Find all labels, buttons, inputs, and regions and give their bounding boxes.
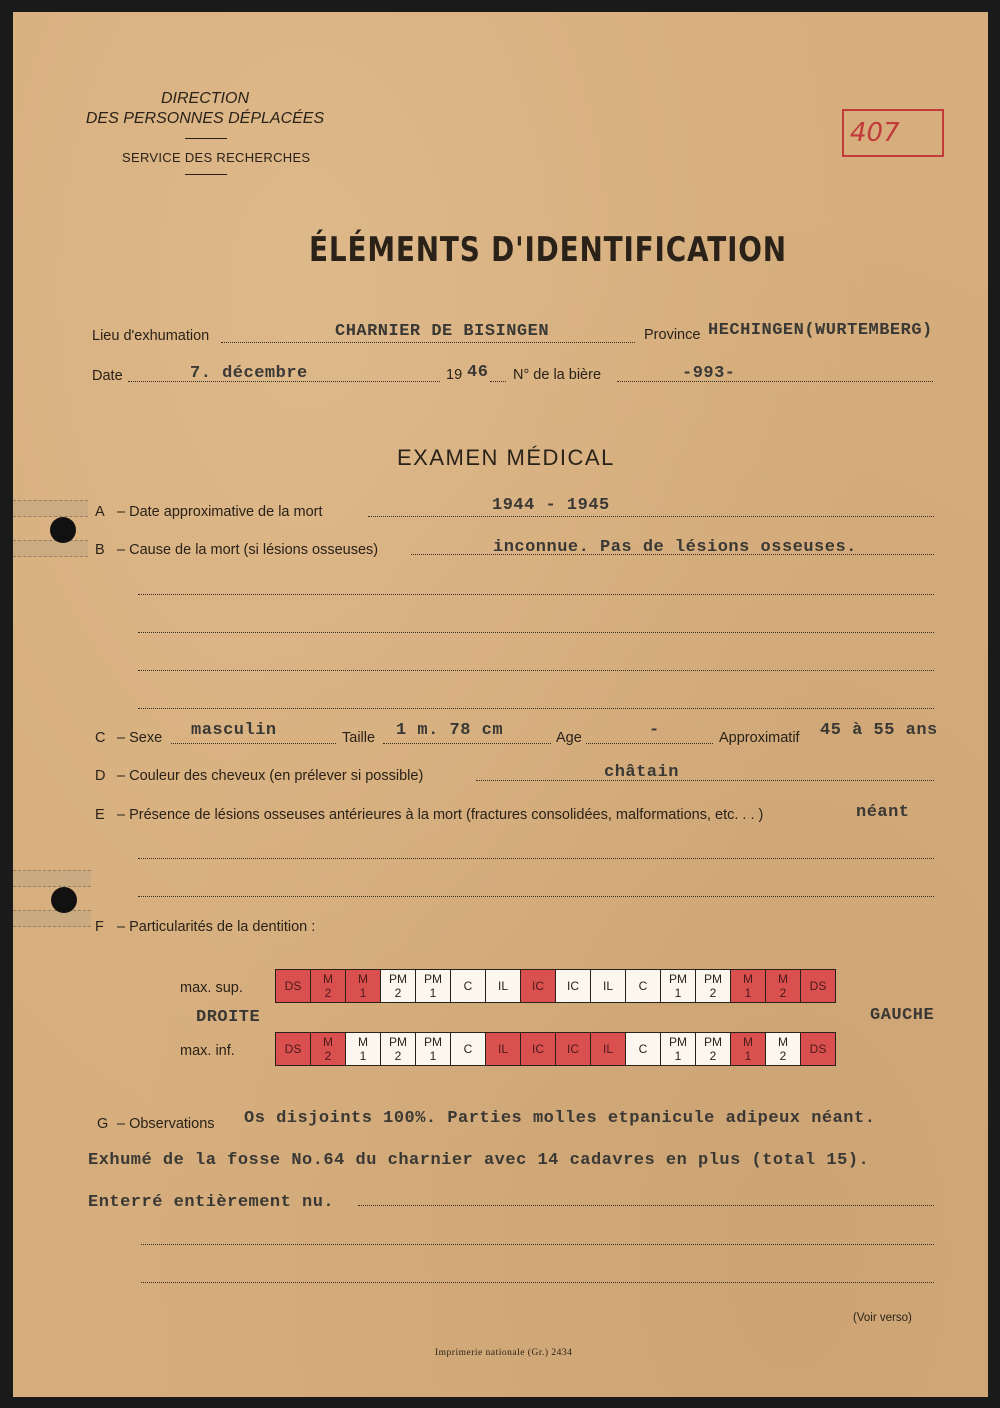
- date-value: 7. décembre: [190, 364, 308, 383]
- tooth-number: 2: [324, 986, 332, 1000]
- upper-tooth-cell: [556, 970, 591, 1003]
- item-a-label: Date approximative de la mort: [129, 504, 323, 520]
- tooth-code: C: [463, 1042, 473, 1056]
- number-stamp: 407: [842, 109, 944, 157]
- exam-title: EXAMEN MÉDICAL: [397, 445, 615, 470]
- item-d-letter: D: [95, 768, 106, 784]
- item-d-value: châtain: [604, 763, 679, 782]
- droite-label: DROITE: [196, 1008, 261, 1027]
- upper-tooth-cell: [591, 970, 626, 1003]
- fill-line: [171, 743, 336, 744]
- lower-tooth-cell: [626, 1033, 661, 1066]
- tooth-code: IL: [497, 1042, 508, 1056]
- item-e-label: Présence de lésions osseuses antérieures à la mort (fractures consolidées, malformations, etc. . . ): [129, 807, 764, 823]
- upper-tooth-cell: [416, 970, 451, 1003]
- item-g-letter: G: [97, 1116, 109, 1132]
- tooth-number: 1: [674, 1049, 682, 1063]
- item-b-label: Cause de la mort (si lésions osseuses): [129, 542, 379, 558]
- item-e-letter: E: [95, 807, 105, 823]
- tooth-number: 2: [779, 986, 787, 1000]
- tooth-number: 1: [744, 986, 752, 1000]
- tooth-number: 2: [394, 986, 402, 1000]
- tooth-code: DS: [809, 979, 827, 993]
- tooth-code: IC: [567, 979, 579, 993]
- observation-line-1: Os disjoints 100%. Parties molles etpanicule adipeux néant.: [244, 1109, 876, 1128]
- lower-tooth-cell: [661, 1033, 696, 1066]
- tooth-code: DS: [284, 1042, 302, 1056]
- tooth-code: M: [323, 1035, 333, 1049]
- observation-line-2: Exhumé de la fosse No.64 du charnier avec 14 cadavres en plus (total 15).: [88, 1151, 870, 1170]
- printer-imprint: Imprimerie nationale (Gr.) 2434: [435, 1348, 573, 1358]
- blank-line: [138, 708, 934, 709]
- tooth-code: C: [463, 979, 473, 993]
- lieu-value: CHARNIER DE BISINGEN: [335, 322, 550, 341]
- tooth-number: 2: [709, 986, 717, 1000]
- gauche-label: GAUCHE: [870, 1006, 935, 1025]
- tooth-number: 1: [429, 986, 437, 1000]
- lower-tooth-cell: [766, 1033, 801, 1066]
- blank-line: [138, 594, 934, 595]
- tooth-number: 1: [744, 1049, 752, 1063]
- form-sheet: DIRECTION DES PERSONNES DÉPLACÉES SERVICE DES RECHERCHES 407 ÉLÉMENTS D'IDENTIFICATION Lieu d'exhumation CHARNIER DE BISINGEN Province HECHINGEN(WURTEMBERG) Date 7. décembre 19 46 N° de la bière -993- EXAMEN MÉDICAL A – Date approximative de la mort 1944 - 1945 B – Cause de la mort (si lésions osseuses) inconnue. Pas de lésions osseuses. C – Sexe masculin Taille 1 m. 78 cm Age - Approximatif 45 à 55 ans D – Couleur des cheveux (en prélever si possible) châtain E – Présence de lésions osseuses antérieures à la mort (fractures consolidées, malformations, etc. . . ) néant F – Particularités de la dentition : max. sup. DS M 2 M 1 PM 2 PM 1 C IL IC IC IL C PM 1 PM 2 M 1 M 2 DS DROITE GAUCHE max. inf. DS M 2 M 1 PM 2 PM 1 C IL IC IC IL C PM 1 PM 2 M 1 M 2 DS G – Observations Os disjoints 100%. Parties molles etpanicule adipeux néant. Exhumé de la fosse No.64 du charnier avec 14 cadavres en plus (total 15). Enterré entièrement nu. (Voir verso) Imprimerie nationale (Gr.) 2434: [13, 12, 988, 1397]
- lower-tooth-cell: [801, 1033, 836, 1066]
- approx-value: 45 à 55 ans: [820, 721, 938, 740]
- observations-label: Observations: [129, 1116, 215, 1132]
- tooth-code: IC: [567, 1042, 579, 1056]
- binder-tape: [13, 540, 88, 557]
- date-label: Date: [92, 368, 123, 384]
- blank-line: [138, 632, 934, 633]
- tooth-code: M: [778, 1035, 788, 1049]
- tooth-code: IC: [532, 1042, 544, 1056]
- item-a-value: 1944 - 1945: [492, 496, 610, 515]
- biere-value: -993-: [682, 364, 736, 383]
- header-divider: [185, 138, 227, 139]
- upper-tooth-cell: [661, 970, 696, 1003]
- lieu-label: Lieu d'exhumation: [92, 328, 210, 344]
- taille-value: 1 m. 78 cm: [396, 721, 504, 740]
- tooth-code: IL: [602, 1042, 613, 1056]
- upper-tooth-cell: [381, 970, 416, 1003]
- punch-hole: [51, 887, 77, 913]
- year-suffix: 46: [467, 363, 489, 382]
- tooth-code: M: [358, 972, 368, 986]
- lower-tooth-cell: [731, 1033, 766, 1066]
- upper-tooth-cell: [276, 970, 311, 1003]
- item-f-letter: F: [95, 919, 104, 935]
- punch-hole: [50, 517, 76, 543]
- lower-teeth-chart: [275, 1032, 836, 1066]
- fill-line: [358, 1205, 934, 1206]
- item-d-label: Couleur des cheveux (en prélever si possible): [129, 768, 424, 784]
- item-b-letter: B: [95, 542, 105, 558]
- tooth-code: C: [638, 979, 648, 993]
- age-value: -: [649, 721, 660, 740]
- tooth-number: 1: [359, 986, 367, 1000]
- biere-label: N° de la bière: [513, 367, 602, 383]
- upper-tooth-cell: [311, 970, 346, 1003]
- tooth-code: DS: [809, 1042, 827, 1056]
- tooth-code: PM: [669, 1035, 687, 1049]
- upper-tooth-cell: [626, 970, 661, 1003]
- tooth-number: 1: [429, 1049, 437, 1063]
- province-value: HECHINGEN(WURTEMBERG): [708, 321, 933, 340]
- fill-line: [617, 381, 933, 382]
- tooth-code: PM: [389, 1035, 407, 1049]
- tooth-code: M: [323, 972, 333, 986]
- item-f-label: Particularités de la dentition :: [129, 919, 316, 935]
- tooth-number: 1: [674, 986, 682, 1000]
- upper-tooth-cell: [521, 970, 556, 1003]
- lower-tooth-cell: [276, 1033, 311, 1066]
- org-line-1: DIRECTION: [161, 90, 249, 107]
- upper-teeth-chart: [275, 969, 836, 1003]
- blank-line: [138, 896, 934, 897]
- upper-tooth-cell: [696, 970, 731, 1003]
- tooth-code: C: [638, 1042, 648, 1056]
- fill-line: [368, 516, 934, 517]
- tooth-code: PM: [424, 1035, 442, 1049]
- max-sup-label: max. sup.: [180, 980, 243, 996]
- sexe-value: masculin: [191, 721, 277, 740]
- age-label: Age: [556, 730, 582, 746]
- blank-line: [138, 670, 934, 671]
- item-e-value: néant: [856, 803, 910, 822]
- blank-line: [141, 1244, 934, 1245]
- sexe-label: Sexe: [129, 730, 163, 746]
- lower-tooth-cell: [556, 1033, 591, 1066]
- item-a-letter: A: [95, 504, 105, 520]
- tooth-code: PM: [704, 972, 722, 986]
- upper-tooth-cell: [766, 970, 801, 1003]
- blank-line: [138, 858, 934, 859]
- tooth-code: PM: [669, 972, 687, 986]
- upper-tooth-cell: [451, 970, 486, 1003]
- tooth-code: M: [743, 972, 753, 986]
- upper-tooth-cell: [801, 970, 836, 1003]
- tooth-number: 2: [709, 1049, 717, 1063]
- voir-verso: (Voir verso): [853, 1312, 912, 1324]
- blank-line: [141, 1282, 934, 1283]
- tooth-number: 1: [359, 1049, 367, 1063]
- tooth-number: 2: [324, 1049, 332, 1063]
- header-divider: [185, 174, 227, 175]
- tooth-code: IL: [497, 979, 508, 993]
- page-title: ÉLÉMENTS D'IDENTIFICATION: [309, 230, 787, 270]
- tooth-code: IL: [602, 979, 613, 993]
- upper-tooth-cell: [486, 970, 521, 1003]
- lower-tooth-cell: [591, 1033, 626, 1066]
- binder-tape: [13, 500, 88, 517]
- tooth-code: M: [743, 1035, 753, 1049]
- fill-line: [383, 743, 551, 744]
- tooth-number: 2: [394, 1049, 402, 1063]
- tooth-number: 2: [779, 1049, 787, 1063]
- lower-tooth-cell: [381, 1033, 416, 1066]
- approx-label: Approximatif: [719, 730, 800, 746]
- lower-tooth-cell: [696, 1033, 731, 1066]
- binder-tape: [13, 910, 91, 927]
- item-c-letter: C: [95, 730, 106, 746]
- province-label: Province: [644, 327, 701, 343]
- fill-line: [586, 743, 713, 744]
- fill-line: [476, 780, 934, 781]
- tooth-code: PM: [424, 972, 442, 986]
- lower-tooth-cell: [416, 1033, 451, 1066]
- binder-tape: [13, 870, 91, 887]
- org-line-2: DES PERSONNES DÉPLACÉES: [85, 110, 325, 127]
- tooth-code: DS: [284, 979, 302, 993]
- lower-tooth-cell: [311, 1033, 346, 1066]
- year-prefix: 19: [446, 367, 463, 383]
- tooth-code: IC: [532, 979, 544, 993]
- tooth-code: M: [778, 972, 788, 986]
- tooth-code: M: [358, 1035, 368, 1049]
- fill-line: [490, 381, 506, 382]
- max-inf-label: max. inf.: [180, 1043, 235, 1059]
- tooth-code: PM: [389, 972, 407, 986]
- item-b-value: inconnue. Pas de lésions osseuses.: [493, 538, 857, 557]
- observation-line-3: Enterré entièrement nu.: [88, 1193, 335, 1212]
- lower-tooth-cell: [346, 1033, 381, 1066]
- lower-tooth-cell: [486, 1033, 521, 1066]
- tooth-code: PM: [704, 1035, 722, 1049]
- lower-tooth-cell: [451, 1033, 486, 1066]
- fill-line: [221, 342, 635, 343]
- lower-tooth-cell: [521, 1033, 556, 1066]
- upper-tooth-cell: [346, 970, 381, 1003]
- taille-label: Taille: [342, 730, 376, 746]
- upper-tooth-cell: [731, 970, 766, 1003]
- service-name: SERVICE DES RECHERCHES: [122, 150, 311, 165]
